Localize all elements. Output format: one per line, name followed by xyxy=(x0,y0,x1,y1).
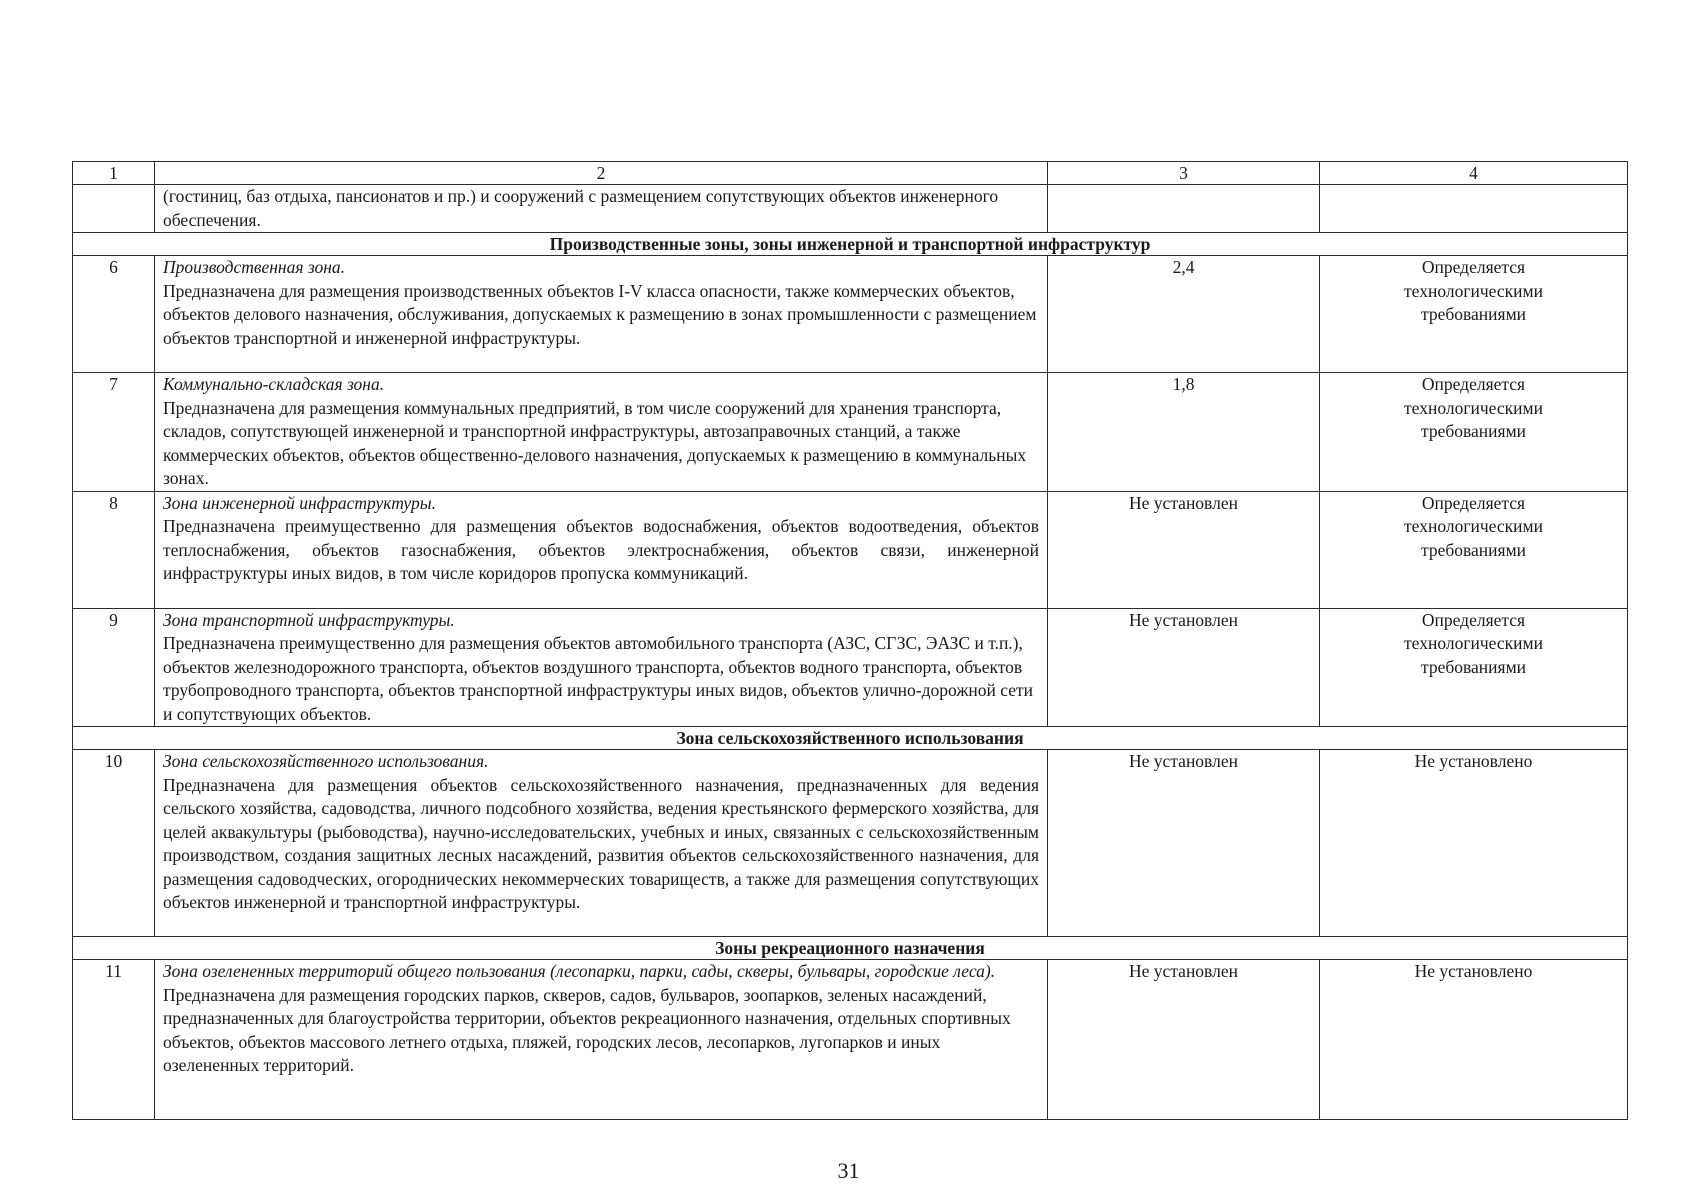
table-row xyxy=(73,491,1628,608)
zone-description: Предназначена для размещения городских парков, скверов, садов, бульваров, зоопарков, зеленых насаждений, предназначенных для благоустройства территории, объектов рекреационного назначения, отдельных спортивных объектов, объектов массового летнего отдыха, пляжей, городских лесов, лесопарков, лугопарков и иных озелененных территорий. xyxy=(163,984,1011,1075)
table-row xyxy=(73,256,1628,373)
max-height-value xyxy=(1048,185,1320,233)
zone-description-cell xyxy=(155,373,1048,492)
zone-description: Предназначена для размещения объектов сельскохозяйственного назначения, предназначенных для ведения сельского хозяйства, садоводства, личного подсобного хозяйства, ведения крестьянского фермерского хозяйства, для целей аквакультуры (рыбоводства), научно-исследовательских, учебных и иных, связанных с сельскохозяйственным производством, создания защитных лесных насаждений, развития объектов сельскохозяйственного назначения, для размещения садоводческих, огороднических некоммерческих товариществ, а также для размещения сопутствующих объектов инженерной и транспортной инфраструктуры. xyxy=(163,774,1039,912)
zone-title: Зона инженерной инфраструктуры. xyxy=(163,492,436,513)
table-row xyxy=(73,608,1628,727)
column-number-1: 1 xyxy=(73,162,155,185)
max-height-value: Не установлен xyxy=(1048,491,1320,608)
row-number: 8 xyxy=(73,491,155,608)
section-title-industrial: Производственные зоны, зоны инженерной и транспортной инфраструктур xyxy=(73,233,1628,256)
zone-description-cell xyxy=(155,491,1048,608)
section-header-row xyxy=(73,937,1628,960)
row-number: 6 xyxy=(73,256,155,373)
row-number: 10 xyxy=(73,750,155,937)
table-row xyxy=(73,750,1628,937)
zone-description-cell xyxy=(155,256,1048,373)
zone-title: Производственная зона. xyxy=(163,257,345,277)
section-title-agri: Зона сельскохозяйственного использования xyxy=(73,727,1628,750)
zone-title: Зона транспортной инфраструктуры. xyxy=(163,609,455,630)
max-height-value: 2,4 xyxy=(1048,256,1320,373)
page-number: 31 xyxy=(837,1158,860,1183)
zone-title: Коммунально-складская зона. xyxy=(163,374,385,394)
max-height-value: Не установлен xyxy=(1048,608,1320,727)
column-number-3: 3 xyxy=(1048,162,1320,185)
requirements-value: Определяется технологическими требованиями xyxy=(1320,491,1628,608)
max-height-value: 1,8 xyxy=(1048,373,1320,492)
section-header-row xyxy=(73,233,1628,256)
continuation-row xyxy=(73,185,1628,233)
zone-description-cell xyxy=(155,960,1048,1120)
requirements-value xyxy=(1320,185,1628,233)
zone-description: Предназначена преимущественно для размещения объектов водоснабжения, объектов водоотведения, объектов теплоснабжения, объектов газоснабжения, объектов электроснабжения, объектов связи, инженерной инфраструктуры иных видов, в том числе коридоров пропуска коммуникаций. xyxy=(163,516,1039,583)
section-header-row xyxy=(73,727,1628,750)
zone-title: Зона озелененных территорий общего пользования (лесопарки, парки, сады, скверы, бульвары, городские леса). xyxy=(163,961,996,981)
zone-description-cell xyxy=(155,750,1048,937)
row-number: 9 xyxy=(73,608,155,727)
row-number xyxy=(73,185,155,233)
zone-title: Зона сельскохозяйственного использования. xyxy=(163,751,489,771)
max-height-value: Не установлен xyxy=(1048,750,1320,937)
table-row xyxy=(73,373,1628,492)
zone-description-cell xyxy=(155,608,1048,727)
max-height-value: Не установлен xyxy=(1048,960,1320,1120)
requirements-value: Не установлено xyxy=(1320,960,1628,1120)
table-row xyxy=(73,960,1628,1120)
section-title-recreation: Зоны рекреационного назначения xyxy=(73,937,1628,960)
requirements-value: Не установлено xyxy=(1320,750,1628,937)
column-number-4: 4 xyxy=(1320,162,1628,185)
continuation-text: (гостиниц, баз отдыха, пансионатов и пр.) и сооружений с размещением сопутствующих объектов инженерного обеспечения. xyxy=(155,185,1048,233)
row-number: 7 xyxy=(73,373,155,492)
requirements-value: Определяется технологическими требованиями xyxy=(1320,373,1628,492)
zone-description: Предназначена преимущественно для размещения объектов автомобильного транспорта (АЗС, СГЗС, ЭАЗС и т.п.), объектов железнодорожного транспорта, объектов воздушного транспорта, объектов водного транспорта, объектов трубопроводного транспорта, объектов транспортной инфраструктуры иных видов, объектов улично-дорожной сети и сопутствующих объектов. xyxy=(163,633,1034,724)
requirements-value: Определяется технологическими требованиями xyxy=(1320,256,1628,373)
column-number-2: 2 xyxy=(155,162,1048,185)
zone-description: Предназначена для размещения производственных объектов I-V класса опасности, также коммерческих объектов, объектов делового назначения, обслуживания, допускаемых к размещению в зонах промышленности с размещением объектов транспортной и инженерной инфраструктуры. xyxy=(163,280,1037,348)
row-number: 11 xyxy=(73,960,155,1120)
zone-description: Предназначена для размещения коммунальных предприятий, в том числе сооружений для хранения транспорта, складов, сопутствующей инженерной и транспортной инфраструктуры, автозаправочных станций, а также коммерческих объектов, объектов общественно-делового назначения, допускаемых к размещению в коммунальных зонах. xyxy=(163,397,1027,488)
zones-table xyxy=(72,161,1628,1120)
requirements-value: Определяется технологическими требованиями xyxy=(1320,608,1628,727)
column-number-header-row xyxy=(73,162,1628,185)
